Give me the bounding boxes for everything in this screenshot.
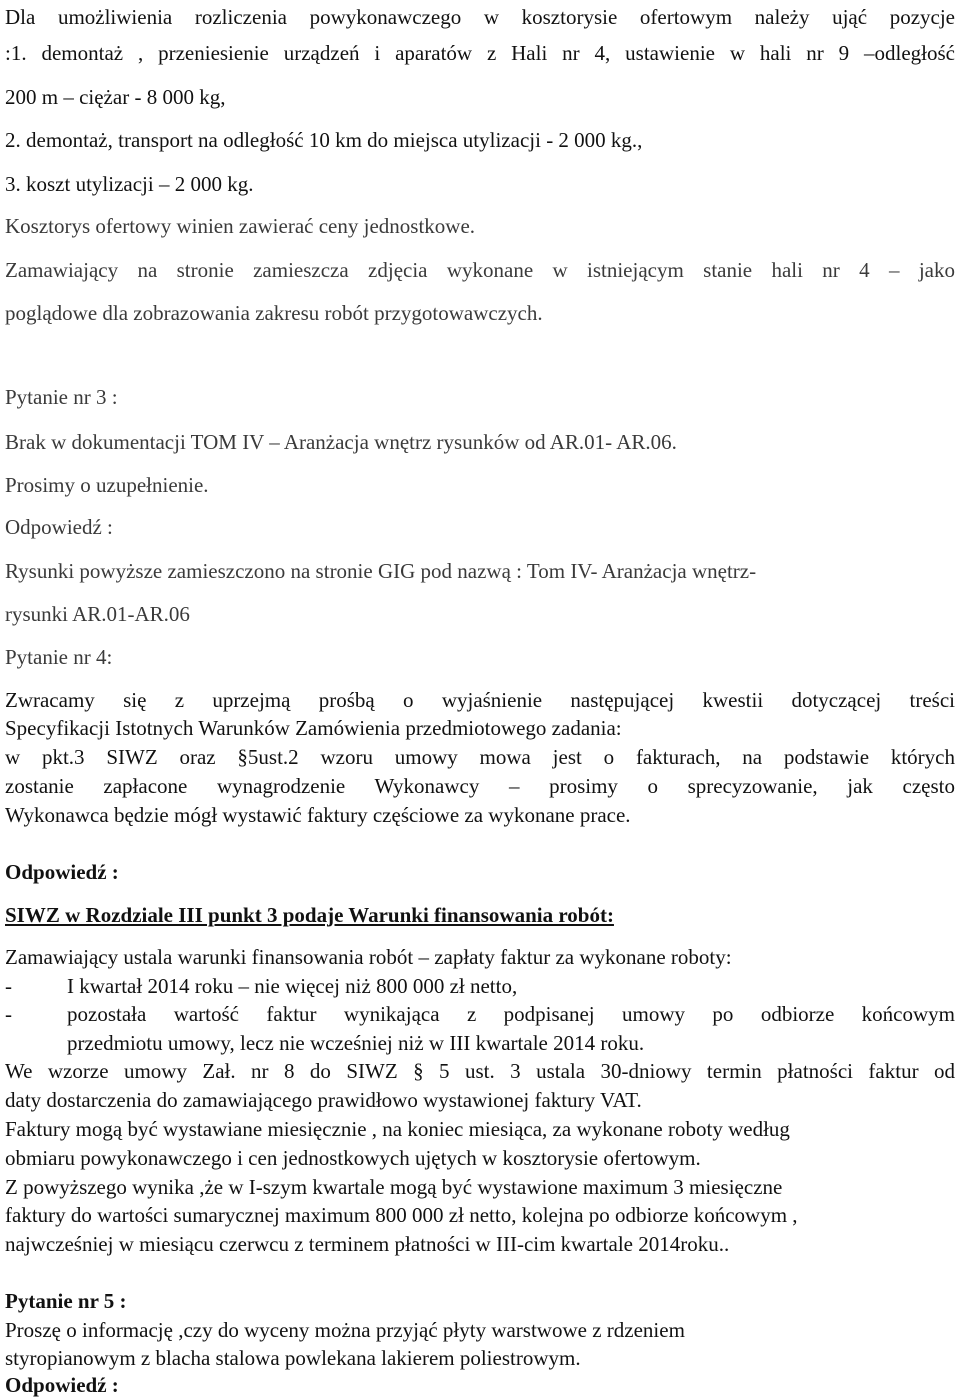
paragraph-line: styropianowym z blacha stalowa powlekana lakierem poliestrowym. <box>5 1346 581 1370</box>
section-heading: SIWZ w Rozdziale III punkt 3 podaje Warunki finansowania robót: <box>5 903 614 927</box>
paragraph-line: w pkt.3 SIWZ oraz §5ust.2 wzoru umowy mowa jest o fakturach, na podstawie których <box>5 745 955 769</box>
paragraph-line: Specyfikacji Istotnych Warunków Zamówienia przedmiotowego zadania: <box>5 716 622 740</box>
list-bullet: - <box>5 1002 12 1026</box>
question-heading: Pytanie nr 3 : <box>5 385 118 409</box>
paragraph-line: Rysunki powyższe zamieszczono na stronie GIG pod nazwą : Tom IV- Aranżacja wnętrz- <box>5 559 757 583</box>
paragraph-line: najwcześniej w miesiącu czerwcu z terminem płatności w III-cim kwartale 2014roku.. <box>5 1232 730 1256</box>
answer-heading: Odpowiedź : <box>5 515 113 539</box>
list-item: I kwartał 2014 roku – nie więcej niż 800 000 zł netto, <box>67 974 518 998</box>
paragraph-line: Prosimy o uzupełnienie. <box>5 473 209 497</box>
list-item: pozostała wartość faktur wynikająca z podpisanej umowy po odbiorze końcowym <box>67 1002 955 1026</box>
paragraph-line: rysunki AR.01-AR.06 <box>5 602 190 626</box>
paragraph-line: :1. demontaż , przeniesienie urządzeń i aparatów z Hali nr 4, ustawienie w hali nr 9 –odległość <box>5 41 955 65</box>
paragraph-line: Faktury mogą być wystawiane miesięcznie , na koniec miesiąca, za wykonane roboty według <box>5 1117 790 1141</box>
paragraph-line: Z powyższego wynika ,że w I-szym kwartale mogą być wystawione maximum 3 miesięczne <box>5 1175 783 1199</box>
paragraph-line: faktury do wartości sumarycznej maximum 800 000 zł netto, kolejna po odbiorze końcowym , <box>5 1203 798 1227</box>
paragraph-line: Wykonawca będzie mógł wystawić faktury częściowe za wykonane prace. <box>5 803 631 827</box>
paragraph-line: We wzorze umowy Zał. nr 8 do SIWZ § 5 ust. 3 ustala 30-dniowy termin płatności faktur od <box>5 1059 955 1083</box>
list-item-continuation: przedmiotu umowy, lecz nie wcześniej niż w III kwartale 2014 roku. <box>67 1031 645 1055</box>
question-heading: Pytanie nr 4: <box>5 645 113 669</box>
answer-heading: Odpowiedź : <box>5 1373 119 1397</box>
paragraph-line: obmiaru powykonawczego i cen jednostkowych ujętych w kosztorysie ofertowym. <box>5 1146 701 1170</box>
paragraph-line: 2. demontaż, transport na odległość 10 km do miejsca utylizacji - 2 000 kg., <box>5 128 643 152</box>
paragraph-line: 3. koszt utylizacji – 2 000 kg. <box>5 172 254 196</box>
question-heading: Pytanie nr 5 : <box>5 1289 127 1313</box>
paragraph-line: poglądowe dla zobrazowania zakresu robót przygotowawczych. <box>5 301 543 325</box>
paragraph-line: daty dostarczenia do zamawiającego prawidłowo wystawionej faktury VAT. <box>5 1088 642 1112</box>
paragraph-line: Proszę o informację ,czy do wyceny można przyjąć płyty warstwowe z rdzeniem <box>5 1318 685 1342</box>
paragraph-line: 200 m – ciężar - 8 000 kg, <box>5 85 226 109</box>
list-bullet: - <box>5 974 12 998</box>
paragraph-line: Zamawiający ustala warunki finansowania robót – zapłaty faktur za wykonane roboty: <box>5 945 732 969</box>
paragraph-line: Zwracamy się z uprzejmą prośbą o wyjaśnienie następującej kwestii dotyczącej treści <box>5 688 955 712</box>
paragraph-line: Dla umożliwienia rozliczenia powykonawczego w kosztorysie ofertowym należy ująć pozycje <box>5 5 955 29</box>
paragraph-line: Brak w dokumentacji TOM IV – Aranżacja wnętrz rysunków od AR.01- AR.06. <box>5 430 677 454</box>
paragraph-line: Zamawiający na stronie zamieszcza zdjęcia wykonane w istniejącym stanie hali nr 4 – jako <box>5 258 955 282</box>
paragraph-line: Kosztorys ofertowy winien zawierać ceny jednostkowe. <box>5 214 476 238</box>
paragraph-line: zostanie zapłacone wynagrodzenie Wykonawcy – prosimy o sprecyzowanie, jak często <box>5 774 955 798</box>
answer-heading: Odpowiedź : <box>5 860 119 884</box>
